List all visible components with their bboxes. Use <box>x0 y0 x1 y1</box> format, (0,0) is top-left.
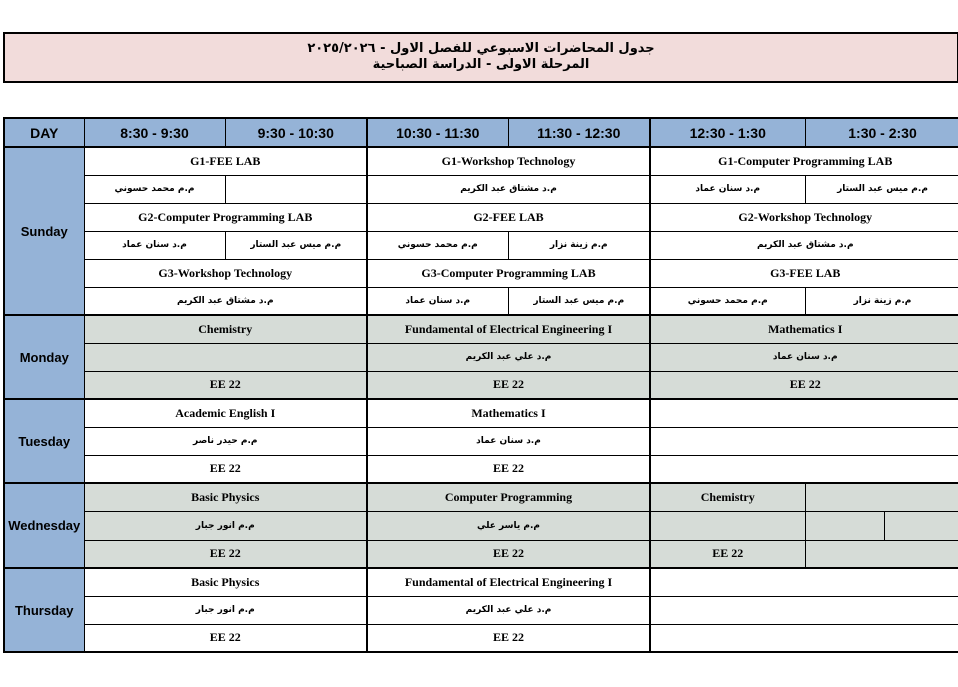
sunday-row-2 <box>4 175 958 203</box>
wednesday-room-3: EE 22 <box>650 540 805 568</box>
day-tuesday: Tuesday <box>4 399 84 483</box>
empty-cell <box>650 596 958 624</box>
sunday-g3-b-subject: G3-Computer Programming LAB <box>367 259 650 287</box>
monday-subject-3: Mathematics I <box>650 315 958 343</box>
sunday-g2-a-subject: G2-Computer Programming LAB <box>84 203 367 231</box>
monday-row-1 <box>4 315 958 343</box>
monday-row-2 <box>4 343 958 371</box>
empty-cell <box>225 175 367 203</box>
schedule-table <box>3 117 958 653</box>
sunday-g3-c-teacher-1: م.م محمد حسوني <box>650 287 805 315</box>
thursday-subject-1: Basic Physics <box>84 568 367 596</box>
schedule-subtitle: المرحلة الاولى - الدراسة الصباحية <box>372 57 590 72</box>
tuesday-subject-2: Mathematics I <box>367 399 650 427</box>
thursday-subject-2: Fundamental of Electrical Engineering I <box>367 568 650 596</box>
header-day: DAY <box>4 118 84 147</box>
header-slot-3: 10:30 - 11:30 <box>367 118 508 147</box>
sunday-g3-a-subject: G3-Workshop Technology <box>84 259 367 287</box>
monday-room-1: EE 22 <box>84 371 367 399</box>
wednesday-subject-1: Basic Physics <box>84 483 367 511</box>
sunday-g1-b-subject: G1-Workshop Technology <box>367 147 650 175</box>
day-monday: Monday <box>4 315 84 399</box>
wednesday-row-3 <box>4 540 958 568</box>
wednesday-room-1: EE 22 <box>84 540 367 568</box>
empty-cell <box>650 511 805 540</box>
monday-room-2: EE 22 <box>367 371 650 399</box>
empty-cell <box>805 540 958 568</box>
tuesday-room-1: EE 22 <box>84 455 367 483</box>
sunday-g3-a-teacher: م.د مشتاق عبد الكريم <box>84 287 367 315</box>
thursday-room-2: EE 22 <box>367 624 650 652</box>
thursday-row-2 <box>4 596 958 624</box>
empty-cell <box>650 624 958 652</box>
sunday-g1-a-teacher: م.م محمد حسوني <box>84 175 225 203</box>
wednesday-subject-3: Chemistry <box>650 483 805 511</box>
wednesday-teacher-2: م.م ياسر علي <box>367 511 650 540</box>
sunday-row-5 <box>4 259 958 287</box>
day-wednesday: Wednesday <box>4 483 84 568</box>
sunday-g2-b-teacher-2: م.م زينة نزار <box>508 231 650 259</box>
split-cell-inner <box>806 512 958 540</box>
sunday-g1-a-subject: G1-FEE LAB <box>84 147 367 175</box>
empty-cell <box>650 427 958 455</box>
sunday-g3-c-subject: G3-FEE LAB <box>650 259 958 287</box>
wednesday-split-cell <box>805 511 958 540</box>
schedule-title-box <box>3 32 958 83</box>
day-sunday: Sunday <box>4 147 84 315</box>
sunday-g2-c-teacher: م.د مشتاق عبد الكريم <box>650 231 958 259</box>
monday-row-3 <box>4 371 958 399</box>
tuesday-room-2: EE 22 <box>367 455 650 483</box>
empty-cell <box>650 399 958 427</box>
tuesday-row-2 <box>4 427 958 455</box>
empty-cell <box>885 512 958 540</box>
wednesday-row-1 <box>4 483 958 511</box>
tuesday-teacher-2: م.د سنان عماد <box>367 427 650 455</box>
thursday-row-1 <box>4 568 958 596</box>
sunday-g1-c-teacher-2: م.م ميس عبد الستار <box>805 175 958 203</box>
empty-cell <box>84 343 367 371</box>
sunday-g1-c-teacher-1: م.د سنان عماد <box>650 175 805 203</box>
empty-cell <box>805 483 958 511</box>
thursday-row-3 <box>4 624 958 652</box>
sunday-g3-b-teacher-2: م.م ميس عبد الستار <box>508 287 650 315</box>
sunday-g2-a-teacher-2: م.م ميس عبد الستار <box>225 231 367 259</box>
sunday-row-3 <box>4 203 958 231</box>
monday-subject-2: Fundamental of Electrical Engineering I <box>367 315 650 343</box>
sunday-row-1 <box>4 147 958 175</box>
empty-cell <box>806 512 885 540</box>
sunday-g1-b-teacher: م.د مشتاق عبد الكريم <box>367 175 650 203</box>
wednesday-teacher-1: م.م انور جبار <box>84 511 367 540</box>
sunday-g3-c-teacher-2: م.م زينة نزار <box>805 287 958 315</box>
sunday-row-4 <box>4 231 958 259</box>
sunday-g2-c-subject: G2-Workshop Technology <box>650 203 958 231</box>
sunday-g3-b-teacher-1: م.د سنان عماد <box>367 287 508 315</box>
schedule-title: جدول المحاضرات الاسبوعي للفصل الاول - ٢٠٢٥/٢٠٢٦ <box>307 41 655 56</box>
sunday-g2-a-teacher-1: م.د سنان عماد <box>84 231 225 259</box>
empty-cell <box>650 455 958 483</box>
wednesday-row-2 <box>4 511 958 540</box>
thursday-teacher-2: م.د علي عبد الكريم <box>367 596 650 624</box>
wednesday-room-2: EE 22 <box>367 540 650 568</box>
sunday-g2-b-subject: G2-FEE LAB <box>367 203 650 231</box>
header-slot-6: 1:30 - 2:30 <box>805 118 958 147</box>
header-slot-2: 9:30 - 10:30 <box>225 118 367 147</box>
monday-teacher-3: م.د سنان عماد <box>650 343 958 371</box>
sunday-g2-b-teacher-1: م.م محمد حسوني <box>367 231 508 259</box>
tuesday-teacher-1: م.م حيدر ناصر <box>84 427 367 455</box>
tuesday-subject-1: Academic English I <box>84 399 367 427</box>
header-slot-5: 12:30 - 1:30 <box>650 118 805 147</box>
wednesday-subject-2: Computer Programming <box>367 483 650 511</box>
tuesday-row-3 <box>4 455 958 483</box>
sunday-row-6 <box>4 287 958 315</box>
empty-cell <box>650 568 958 596</box>
day-thursday: Thursday <box>4 568 84 652</box>
monday-subject-1: Chemistry <box>84 315 367 343</box>
tuesday-row-1 <box>4 399 958 427</box>
header-slot-1: 8:30 - 9:30 <box>84 118 225 147</box>
header-row <box>4 118 958 147</box>
header-slot-4: 11:30 - 12:30 <box>508 118 650 147</box>
thursday-teacher-1: م.م انور جبار <box>84 596 367 624</box>
monday-room-3: EE 22 <box>650 371 958 399</box>
thursday-room-1: EE 22 <box>84 624 367 652</box>
monday-teacher-2: م.د علي عبد الكريم <box>367 343 650 371</box>
sunday-g1-c-subject: G1-Computer Programming LAB <box>650 147 958 175</box>
